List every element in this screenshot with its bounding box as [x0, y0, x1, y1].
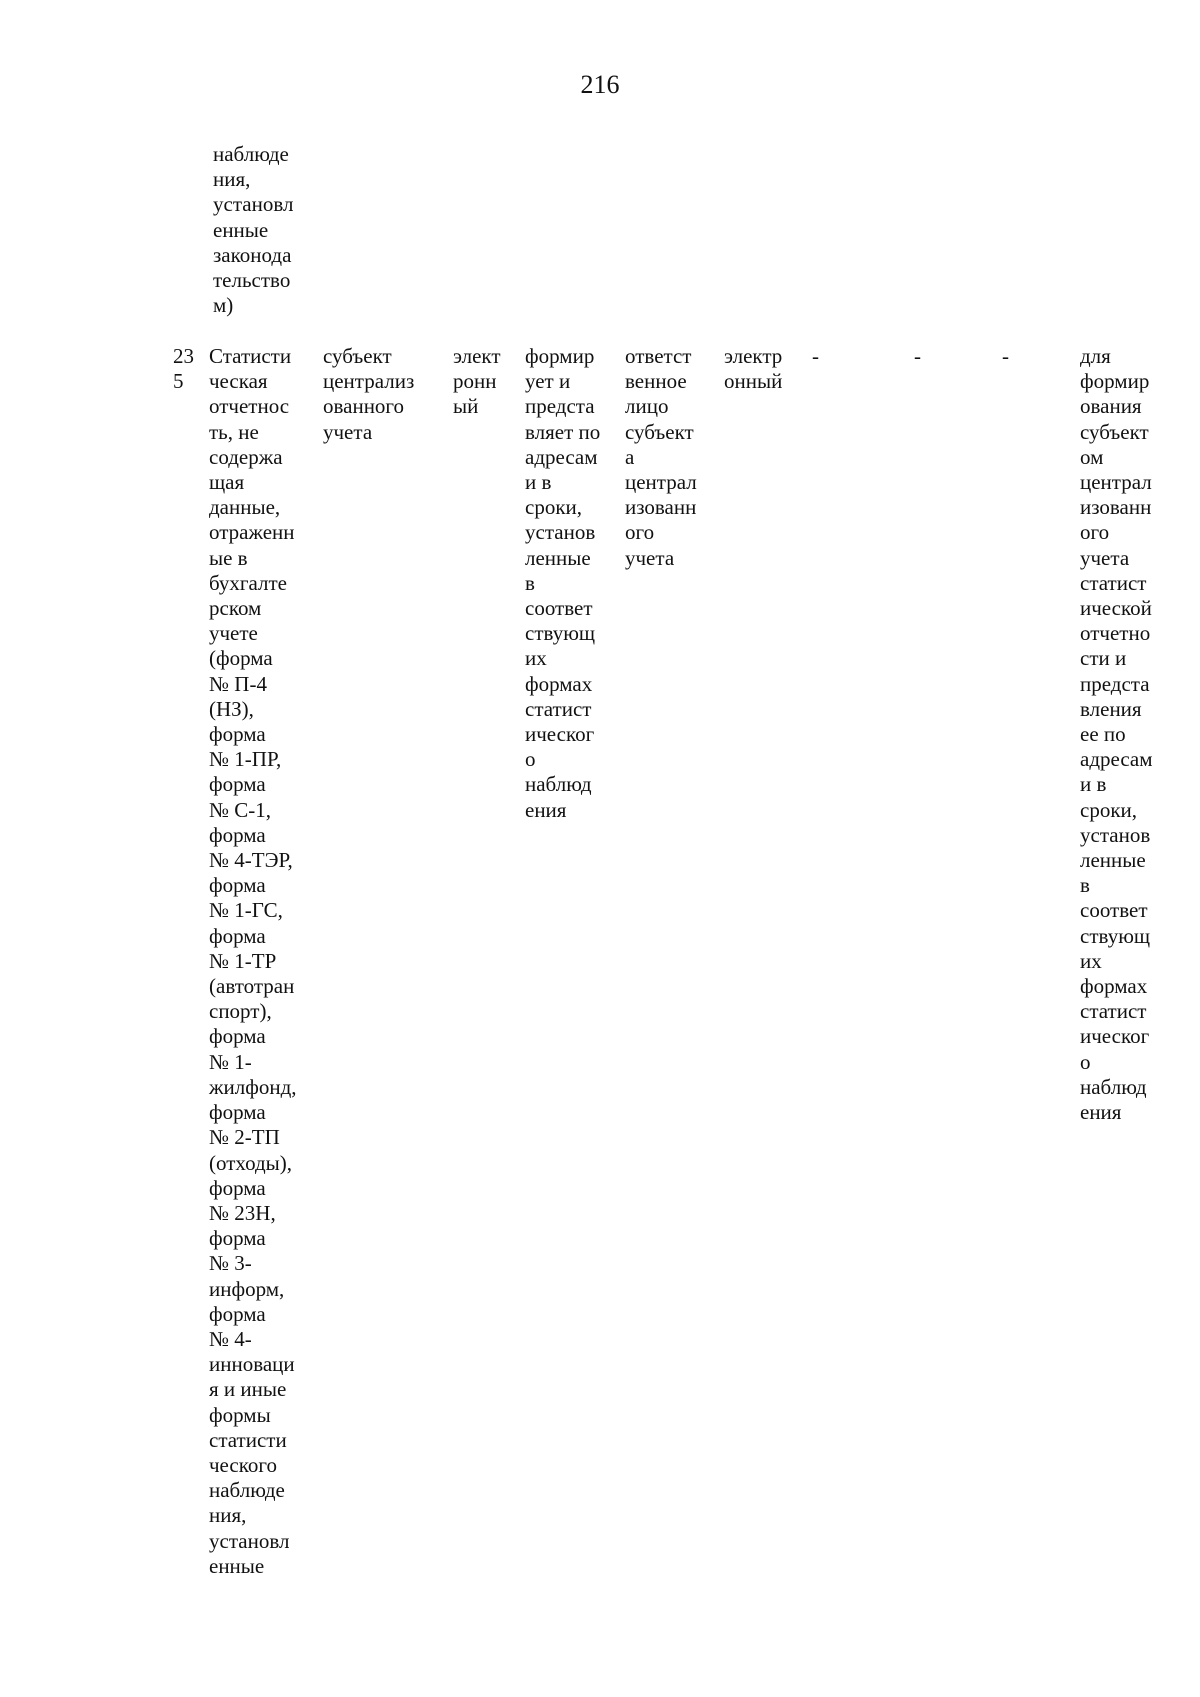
storage-type-cell: электр онный: [724, 344, 783, 394]
action-cell: формир ует и предста вляет по адресам и в сроки, установ ленные в соответ ствующ их формах статист ическог о наблюд ения: [525, 344, 601, 822]
row-number-cell: 23 5: [173, 344, 194, 394]
compiler-cell: субъект централиз ованного учета: [323, 344, 415, 444]
responsible-cell: ответст венное лицо субъект а централ изованн ого учета: [625, 344, 697, 570]
purpose-cell: для формир ования субъект ом централ изованн ого учета статист ической отчетно сти и предста вления ее по адресам и в сроки, установ ленные в соответ ствующ их формах статист ическог о наблюд ения: [1080, 344, 1153, 1125]
document-format-cell: элект ронн ый: [453, 344, 501, 419]
empty-cell-dash-3: -: [1002, 344, 1009, 368]
continued-cell-text: наблюде ния, установл енные законода тельство м): [213, 142, 294, 318]
document-name-cell: Статисти ческая отчетнос ть, не содержа щая данные, отраженн ые в бухгалте рском учете (форма № П-4 (НЗ), форма № 1-ПР, форма № С-1, форма № 4-ТЭР, форма № 1-ГС, форма № 1-ТР (автотран спорт), форма № 1- жилфонд, форма № 2-ТП (отходы), форма № 23Н, форма № 3- информ, форма № 4- инноваци я и иные формы статисти ческого наблюде ния, установл енные: [209, 344, 297, 1578]
empty-cell-dash-2: -: [914, 344, 921, 368]
empty-cell-dash-1: -: [812, 344, 819, 368]
page-number: 216: [580, 70, 620, 99]
